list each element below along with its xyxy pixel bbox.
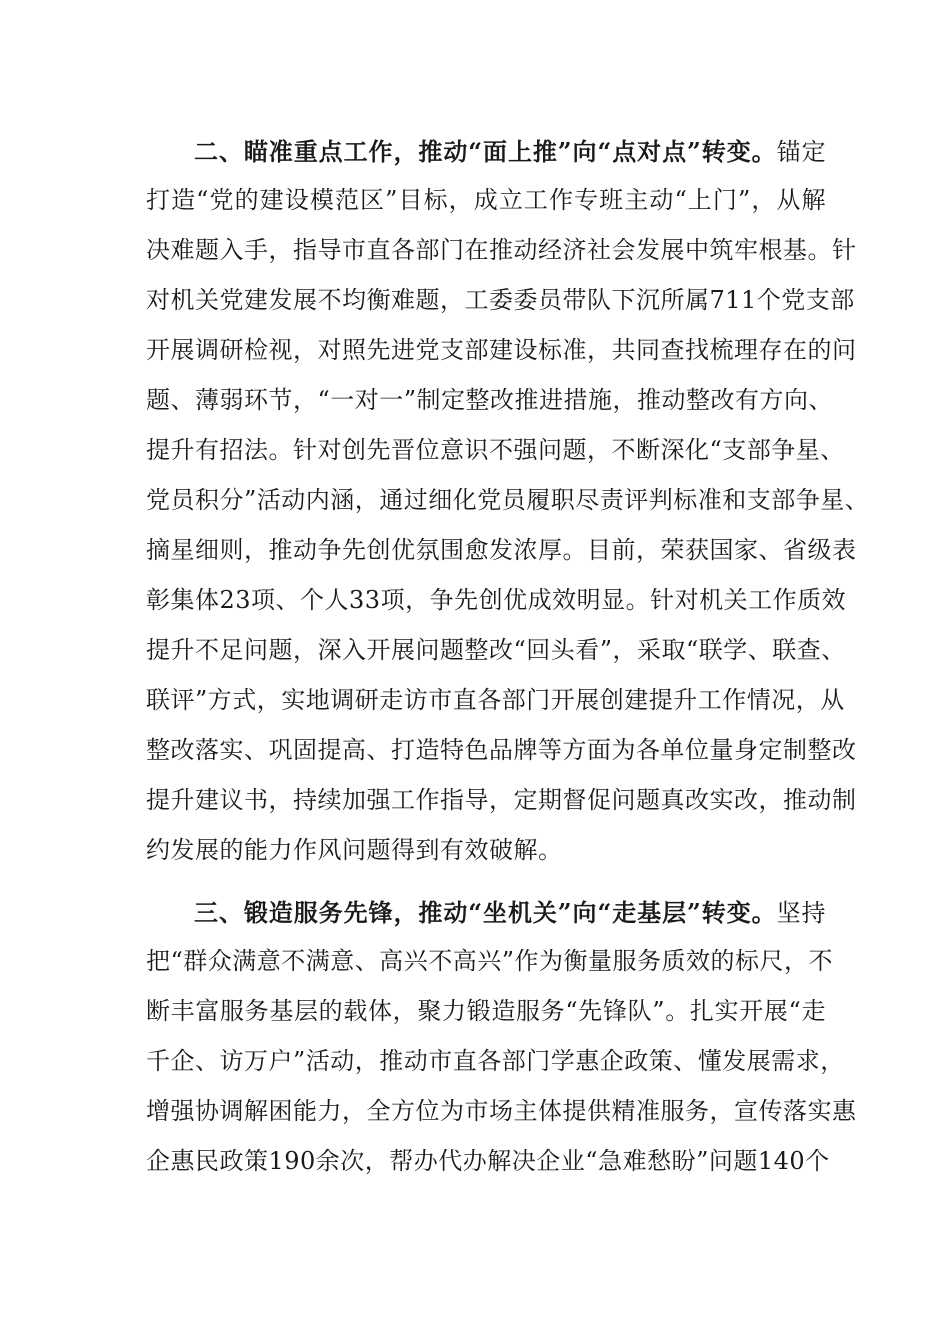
paragraph-2-last-line: 约发展的能力作风问题得到有效破解。 [146,836,563,864]
paragraph-2-line: 提升建议书，持续加强工作指导，定期督促问题真改实改，推动制 [146,786,857,814]
paragraph-3-line: 千企、访万户”活动，推动市直各部门学惠企政策、懂发展需求， [146,1047,845,1075]
paragraph-3-line: 增强协调解困能力，全方位为市场主体提供精准服务，宣传落实惠 [146,1097,857,1125]
paragraph-3-heading: 三、锻造服务先锋，推动“坐机关”向“走基层”转变。 [194,898,777,927]
paragraph-2-line: 联评”方式，实地调研走访市直各部门开展创建提升工作情况，从 [146,686,845,714]
paragraph-2-line: 决难题入手，指导市直各部门在推动经济社会发展中筑牢根基。针 [146,236,857,264]
paragraph-3-heading-continuation: 坚持 [776,899,827,927]
paragraph-2-line: 提升有招法。针对创先晋位意识不强问题，不断深化“支部争星、 [146,436,845,464]
paragraph-3-line: 断丰富服务基层的载体，聚力锻造服务“先锋队”。扎实开展“走 [146,997,826,1025]
paragraph-3-line: 企惠民政策190余次，帮办代办解决企业“急难愁盼”问题140个 [146,1147,830,1175]
paragraph-2-heading-continuation: 锚定 [776,138,827,166]
paragraph-2-line: 彰集体23项、个人33项，争先创优成效明显。针对机关工作质效 [146,586,847,614]
paragraph-2-line: 整改落实、巩固提高、打造特色品牌等方面为各单位量身定制整改 [146,736,857,764]
paragraph-2-heading: 二、瞄准重点工作，推动“面上推”向“点对点”转变。 [194,137,777,166]
paragraph-3-heading-line [194,893,826,933]
paragraph-3-line: 把“群众满意不满意、高兴不高兴”作为衡量服务质效的标尺，不 [146,947,834,975]
paragraph-2-heading-line [194,132,826,172]
paragraph-2-line: 摘星细则，推动争先创优氛围愈发浓厚。目前，荣获国家、省级表 [146,536,857,564]
paragraph-2-line: 提升不足问题，深入开展问题整改“回头看”，采取“联学、联查、 [146,636,846,664]
paragraph-2-line: 打造“党的建设模范区”目标，成立工作专班主动“上门”，从解 [146,186,826,214]
paragraph-2-line: 题、薄弱环节，“一对一”制定整改推进措施，推动整改有方向、 [146,386,834,414]
paragraph-2-line: 党员积分”活动内涵，通过细化党员履职尽责评判标准和支部争星、 [146,486,870,514]
paragraph-2-line: 对机关党建发展不均衡难题，工委委员带队下沉所属711个党支部 [146,286,855,314]
paragraph-2-line: 开展调研检视，对照先进党支部建设标准，共同查找梳理存在的问 [146,336,857,364]
